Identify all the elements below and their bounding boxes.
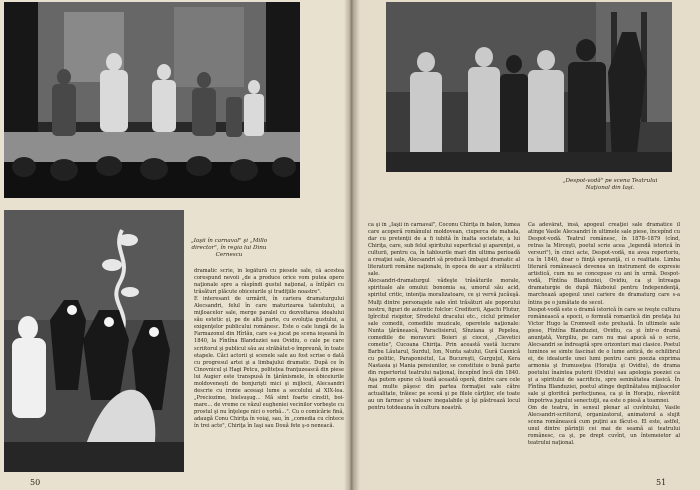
carnival-mask-photo xyxy=(4,210,184,472)
page-number-left: 50 xyxy=(30,478,41,487)
photo-caption-right: „Despot-vodă" pe scena Teatrului Naţional din Iaşi. xyxy=(562,178,658,192)
photo-caption-left: „Iaşii în carnaval" şi „Millo director", în regia lui Dinu Cernescu xyxy=(190,238,268,259)
article-text-left-column: dramatic scrie, în legătură cu piesele sale, că acestea corespund nevoii „de a produce orice vom putea opere naţionale spre a răspîndi gustul naţional, a întîpări cu trăsături plăcute obiceiurile şi tradiţiile noastre". E interesant de urmărit, în cariera dramaturgului Alecsandri, felul în care maturizarea talentului, a mijloacelor sale, merge paralel cu dezvoltarea idealului său estetic şi, pe de altă parte, cu evoluţia gustului, a exigenţelor publicului românesc. Este o cale lungă de la Farmazonul din Hîrlău, care s-a jucat pe scena ieşeană în 1840, la Fîntîna Blanduziei sau Ovidiu, o cale pe care scriitorul şi publicul său au străbătut-o împreună, în toate etapele. Căci actorii şi scenele sale au fost scrise o dată cu progresul artei şi a limbajului dramatic. După ce în Cinovnicul şi Hagi Petcu, politețea franţuzească din piese lui Augier este transpusă în ţărănismele, în obiceiurile moldoveneşti de bonjurişti mici şi mijlocii, Alecsandri descrie cu ironie aceeaşi lume a secolului al XIX-lea. „Preciozime, bielsuşug… Mă simt foarte cinstit, boi-mare… de vreme ce văzul eugheniei vecinilor vorbeşte cu prostul şi nu înţelege nici o vorbă…". Cu o comicărie fină, adaugă Conu Chiriţa în voiaj, sau, în „comedia cu cîntece în trei acte", Chiriţa în Iaşi sau Două fete ş-o neneacă. xyxy=(194,268,344,430)
stage-photo-despot-voda xyxy=(386,2,672,172)
article-text-right-column-1: ca şi în „Iaşii în carnaval", Coconu Chiriţa în balon, lumea care acoperă românului moldovean, ciuperca de mahala, dar cu pretenţii de a fi iubită în înalta societate, a lui Chiriţa, care, sub felul spiritului superficial şi aparenţei, a culturii, pentru ca, în tablourile mari din ultima perioadă a creaţiei sale, Alecsandri să producă limbajul dramatic al literaturii române naţionale, în epoca de aur a strălucirii sale. Alecsandri-dramaturgul vădeşte trăsăturile morale, spirituale ale omului: bonomia sa, umorul său acid, spiritul critic, intenţia moralizatoare, ce şi vervă jucăuşă. Mulţi dintre personajele sale sînt trăsături ale poporului nostru, figuri de autentic folclor: Creditorii, Agachi Flutur, Igîrcitul risipitor, Sfredelul dracului etc., ciclul primelor sale comedii, comediile muzicale, operetele naţionale: Nunta ţărănească, Paraclisierul, Sînziana şi Pepelea, comediile de moravuri: Boieri şi ciocoi, „Clevetici cometie", Cucoana Chiriţa. Prin această vastă lucrare Barbu Lăutarul, Surdul, Ion, Nunta satului, Gură Casnică cu politic, Paraponisitul, La Bucureşti, Gurguţul, Kera Nastasia şi Mania pensiunilor, se constituie o bună parte din repertoriul teatrului naţional, începînd încă din 1840. Aşa putem spune că toată această operă, dintre care cele mai multe păşesc din partea formaţiei sale către actualitate, trăiesc pe scenă şi pe filele cărţilor, ele toate au un farmec şi valoare inegalabile şi îşi păstrează locul pentru totdeauna în cultura noastră. xyxy=(368,222,520,412)
book-gutter xyxy=(344,0,360,490)
page-number-right: 51 xyxy=(656,478,667,487)
article-text-right-column-2: Ca adevărat, însă, apogeul creaţiei sale dramatice îl atinge Vasile Alecsandri în ultimele sale piese, începînd cu Despot-vodă. Teatrul românesc, în 1878–1879 (cînd, retras la Mirceşti, poetul scrie acea „legendă istorică în versuri"), în cinci acte, Despot-vodă, nu avea repertoriu, ca în 1840, doar o fiinţă speranţă, ci o realitate. Limba literară românească devenea un instrument de expresie artistică, cum nu se concepuse cu ani în urmă. Despot-vodă, Fîntîna Blanduziei, Ovidiu, ca şi întreaga dramaturgie de după Războiul pentru Independenţă, marchează apogeul unei cariere de dramaturg care s-a întins pe o jumătate de secol. Despot-vodă este o dramă istorică în care se iveşte cultura românească a epocii, o formulă romantică din prefaţa lui Victor Hugo la Cromwell este preluată. În ultimele sale piese, Fîntîna Blanduziei, Ovidiu, ca şi într-o dramă anunţată, Vergiliu, pe care nu mai apucă să o scrie, Alecsandri se îndreaptă spre orizonturi mai clasice. Poetul luminos se simte fascinat de o lume antică, de echilibrul ei, de idealurile unei lumi pentru care poezia exprima armonia şi frumuseţea (Horaţiu şi Ovidiu), de drama poetului înaintea puterii (Ovidiu) sau apologia poeziei ca şi a spiritului de sacrificiu, spre seninătatea clasică. În Fîntîna Blanduziei, poetul atinge deplinătatea mijloacelor sale şi glorifică perfecţiunea, ca şi în Horaţiu, răsvrătit împotriva jugului senectuţii, ea este o piesă a toamnei. Om de teatru, în sensul plenar al cuvîntului, Vasile Alecsandri-scriitorul, organizatorul, animatorul a slujit scena românească cum puţini au făcut-o. El este, astfel, unul dintre părinţii cei mai de seamă ai teatrului românesc, ca şi, pe drept cuvînt, un întemeietor al teatrului naţional. xyxy=(528,222,680,447)
stage-photo-iasii-carnaval xyxy=(4,2,300,198)
